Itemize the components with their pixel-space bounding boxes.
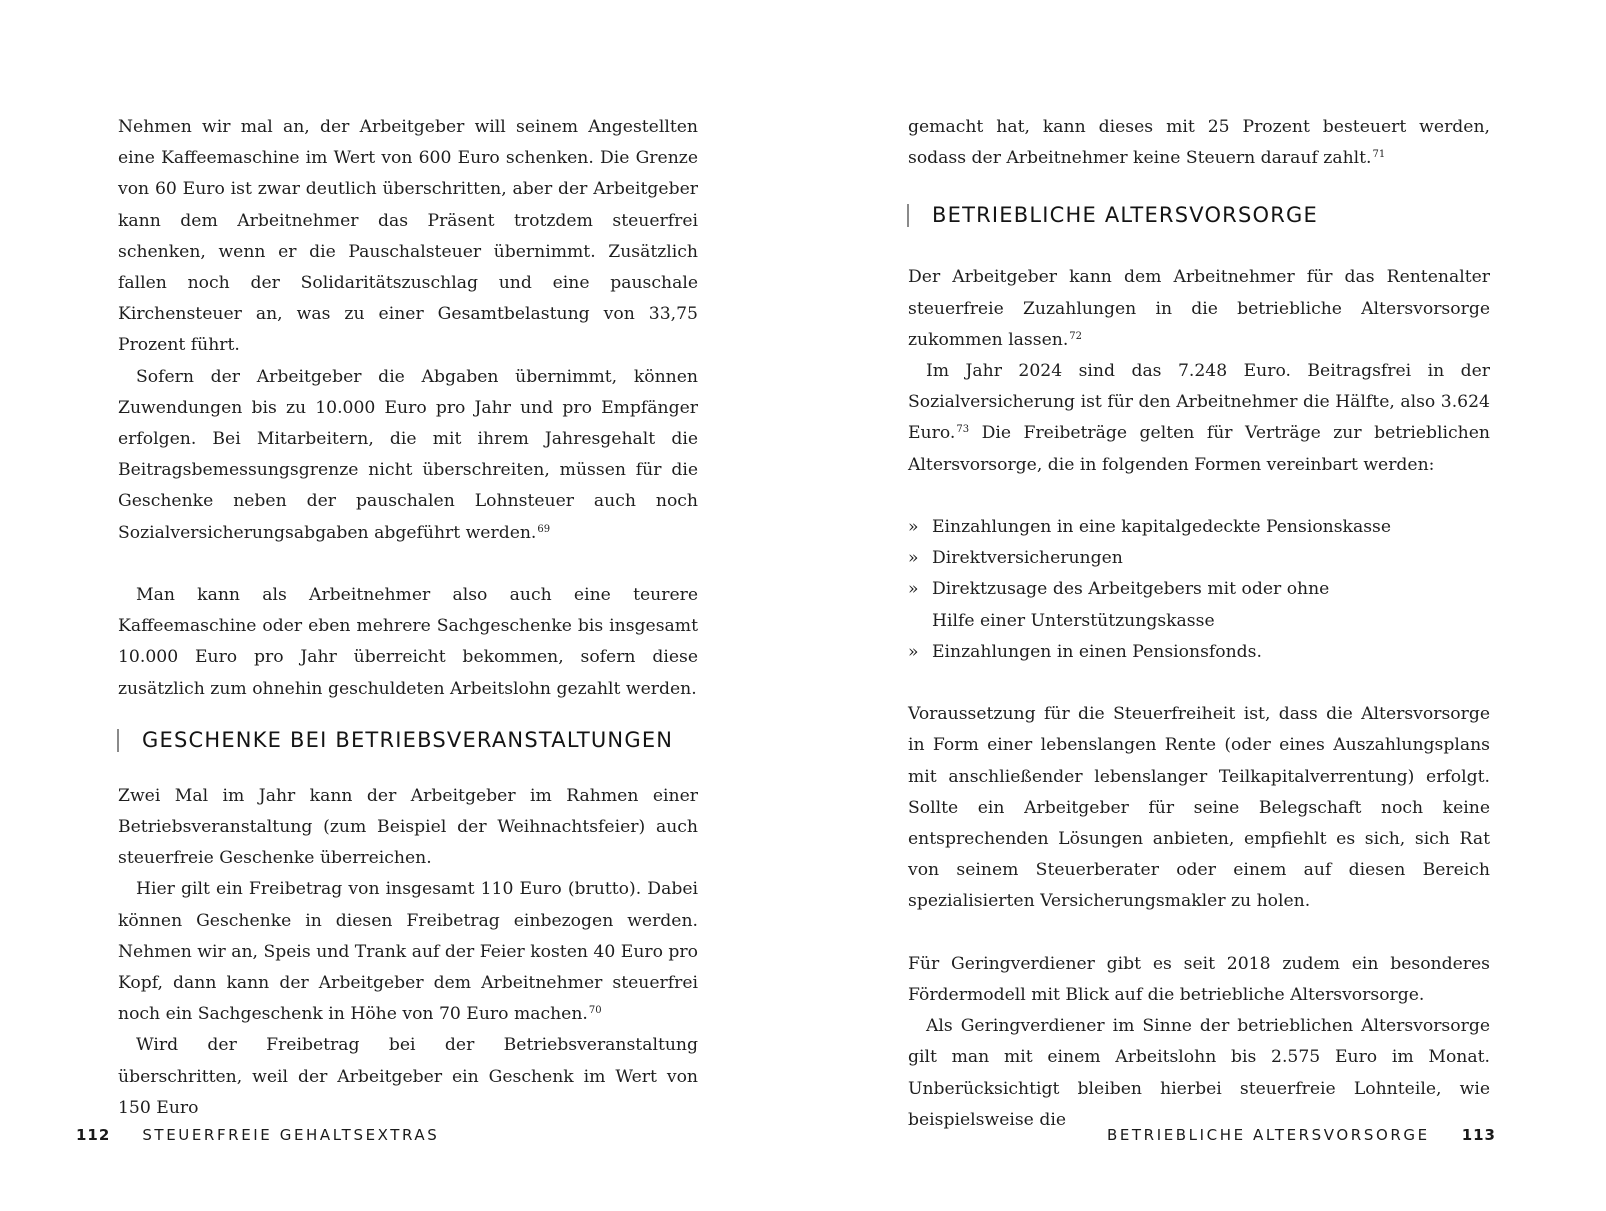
list-item — [908, 637, 1490, 668]
list-item-text: Einzahlungen in eine kapitalgedeckte Pensionskasse — [932, 517, 1392, 538]
bullet-list — [908, 512, 1490, 668]
section-heading — [908, 194, 1490, 262]
guillemet-bullet-icon: » — [908, 517, 919, 538]
list-item-text: Direktversicherungen — [932, 548, 1123, 569]
list-item — [908, 512, 1490, 543]
running-head: STEUERFREIE GEHALTSEXTRAS — [142, 1126, 440, 1144]
spacer — [118, 549, 698, 580]
right-page-footer — [1107, 1122, 1496, 1148]
heading-bar — [117, 729, 119, 752]
paragraph — [908, 262, 1490, 356]
page-number: 113 — [1461, 1126, 1496, 1144]
paragraph — [118, 874, 698, 1030]
list-item-text: Einzahlungen in einen Pensionsfonds. — [932, 641, 1262, 662]
paragraph-text: Die Freibeträge gelten für Verträge zur betrieblichen Altersvorsorge, die in folgenden Formen vereinbart werden: — [908, 423, 1490, 475]
left-page-footer — [76, 1122, 439, 1148]
footnote-ref[interactable]: 69 — [537, 523, 551, 535]
section-heading-text: BETRIEBLICHE ALTERSVORSORGE — [932, 203, 1318, 228]
paragraph-text: Hier gilt ein Freibetrag von insgesamt 110 Euro (brutto). Dabei können Geschenke in diesen Freibetrag einbezogen werden. Nehmen wir an, Speis und Trank auf der Feier kosten 40 Euro pro Kopf, dann kann der Arbeitgeber dem Arbeitnehmer steuerfrei noch ein Sachgeschenk in Höhe von 70 Euro machen. — [118, 879, 698, 1025]
paragraph: Als Geringverdiener im Sinne der betrieblichen Altersvorsorge gilt man mit einem Arbeitslohn bis 2.575 Euro im Monat. Unberücksichtigt bleiben hierbei steuerfreie Lohnteile, wie beispielsweise die — [908, 1016, 1490, 1130]
section-heading-text: GESCHENKE BEI BETRIEBSVERANSTALTUNGEN — [142, 727, 674, 752]
left-page-body — [118, 112, 698, 1124]
paragraph-text: Sofern der Arbeitgeber die Abgaben übernimmt, können Zuwendungen bis zu 10.000 Euro pro Jahr und pro Empfänger erfolgen. Bei Mitarbeitern, die mit ihrem Jahresgehalt die Beitragsbemessungsgrenze nicht überschreiten, müssen für die Geschenke neben der pauschalen Lohnsteuer auch noch Sozialversicherungsabgaben abgeführt werden. — [118, 366, 698, 543]
footnote-ref[interactable]: 70 — [588, 1005, 602, 1017]
heading-bar — [907, 204, 909, 227]
footnote-ref[interactable]: 72 — [1069, 330, 1083, 342]
paragraph: Man kann als Arbeitnehmer also auch eine teurere Kaffeemaschine oder eben mehrere Sachgeschenke bis insgesamt 10.000 Euro pro Jahr überreicht bekommen, sofern diese zusätzlich zum ohnehin geschuldeten Arbeitslohn gezahlt werden. — [118, 585, 698, 699]
list-item — [908, 543, 1490, 574]
paragraph: Für Geringverdiener gibt es seit 2018 zudem ein besonderes Fördermodell mit Blick auf die betriebliche Altersvorsorge. — [908, 953, 1490, 1006]
spacer — [908, 668, 1490, 699]
paragraph: Nehmen wir mal an, der Arbeitgeber will seinem Angestellten eine Kaffeemaschine im Wert von 600 Euro schenken. Die Grenze von 60 Euro ist zwar deutlich überschritten, aber der Arbeitgeber kann dem Arbeitnehmer das Präsent trotzdem steuerfrei schenken, wenn er die Pauschalsteuer übernimmt. Zusätzlich fallen noch der Solidaritätszuschlag und eine pauschale Kirchensteuer an, was zu einer Gesamtbelastung von 33,75 Prozent führt. — [118, 117, 698, 356]
spacer — [908, 481, 1490, 512]
list-item — [908, 574, 1490, 636]
spacer — [908, 918, 1490, 949]
paragraph-text: Der Arbeitgeber kann dem Arbeitnehmer für das Rentenalter steuerfreie Zuzahlungen in die betriebliche Altersvorsorge zukommen lassen. — [908, 267, 1490, 350]
paragraph-text: Im Jahr 2024 sind das 7.248 Euro. Beitragsfrei in der Sozialversicherung ist für den Arbeitnehmer die Hälfte, also 3.624 Euro. — [908, 361, 1490, 444]
paragraph: Voraussetzung für die Steuerfreiheit ist, dass die Altersvorsorge in Form einer lebenslangen Rente (oder eines Auszahlungsplans mit anschließender lebenslanger Teilkapitalverrentung) erfolgt. Sollte ein Arbeitgeber für seine Belegschaft noch keine entsprechenden Lösungen anbieten, empfiehlt es sich, sich Rat von seinem Steuerberater oder einem auf diesen Bereich spezialisierten Versicherungsmakler zu holen. — [908, 704, 1490, 912]
footnote-ref[interactable]: 73 — [956, 424, 970, 436]
paragraph-text: gemacht hat, kann dieses mit 25 Prozent besteuert werden, sodass der Arbeitnehmer keine Steuern darauf zahlt. — [908, 117, 1490, 169]
paragraph — [118, 362, 698, 549]
guillemet-bullet-icon: » — [908, 548, 919, 569]
list-item-text: Direktzusage des Arbeitgebers mit oder ohne Hilfe einer Unterstützungskasse — [932, 579, 1330, 631]
right-page-body — [908, 112, 1490, 1136]
section-heading — [118, 719, 698, 781]
paragraph — [908, 112, 1490, 174]
footnote-ref[interactable]: 71 — [1372, 149, 1386, 161]
running-head: BETRIEBLICHE ALTERSVORSORGE — [1106, 1126, 1430, 1144]
paragraph: Zwei Mal im Jahr kann der Arbeitgeber im Rahmen einer Betriebsveranstaltung (zum Beispiel der Weihnachtsfeier) auch steuerfreie Geschenke überreichen. — [118, 785, 698, 869]
paragraph — [908, 356, 1490, 481]
page-number: 112 — [76, 1126, 111, 1144]
paragraph: Wird der Freibetrag bei der Betriebsveranstaltung überschritten, weil der Arbeitgeber ein Geschenk im Wert von 150 Euro — [118, 1035, 698, 1118]
guillemet-bullet-icon: » — [908, 641, 919, 662]
guillemet-bullet-icon: » — [908, 579, 919, 600]
